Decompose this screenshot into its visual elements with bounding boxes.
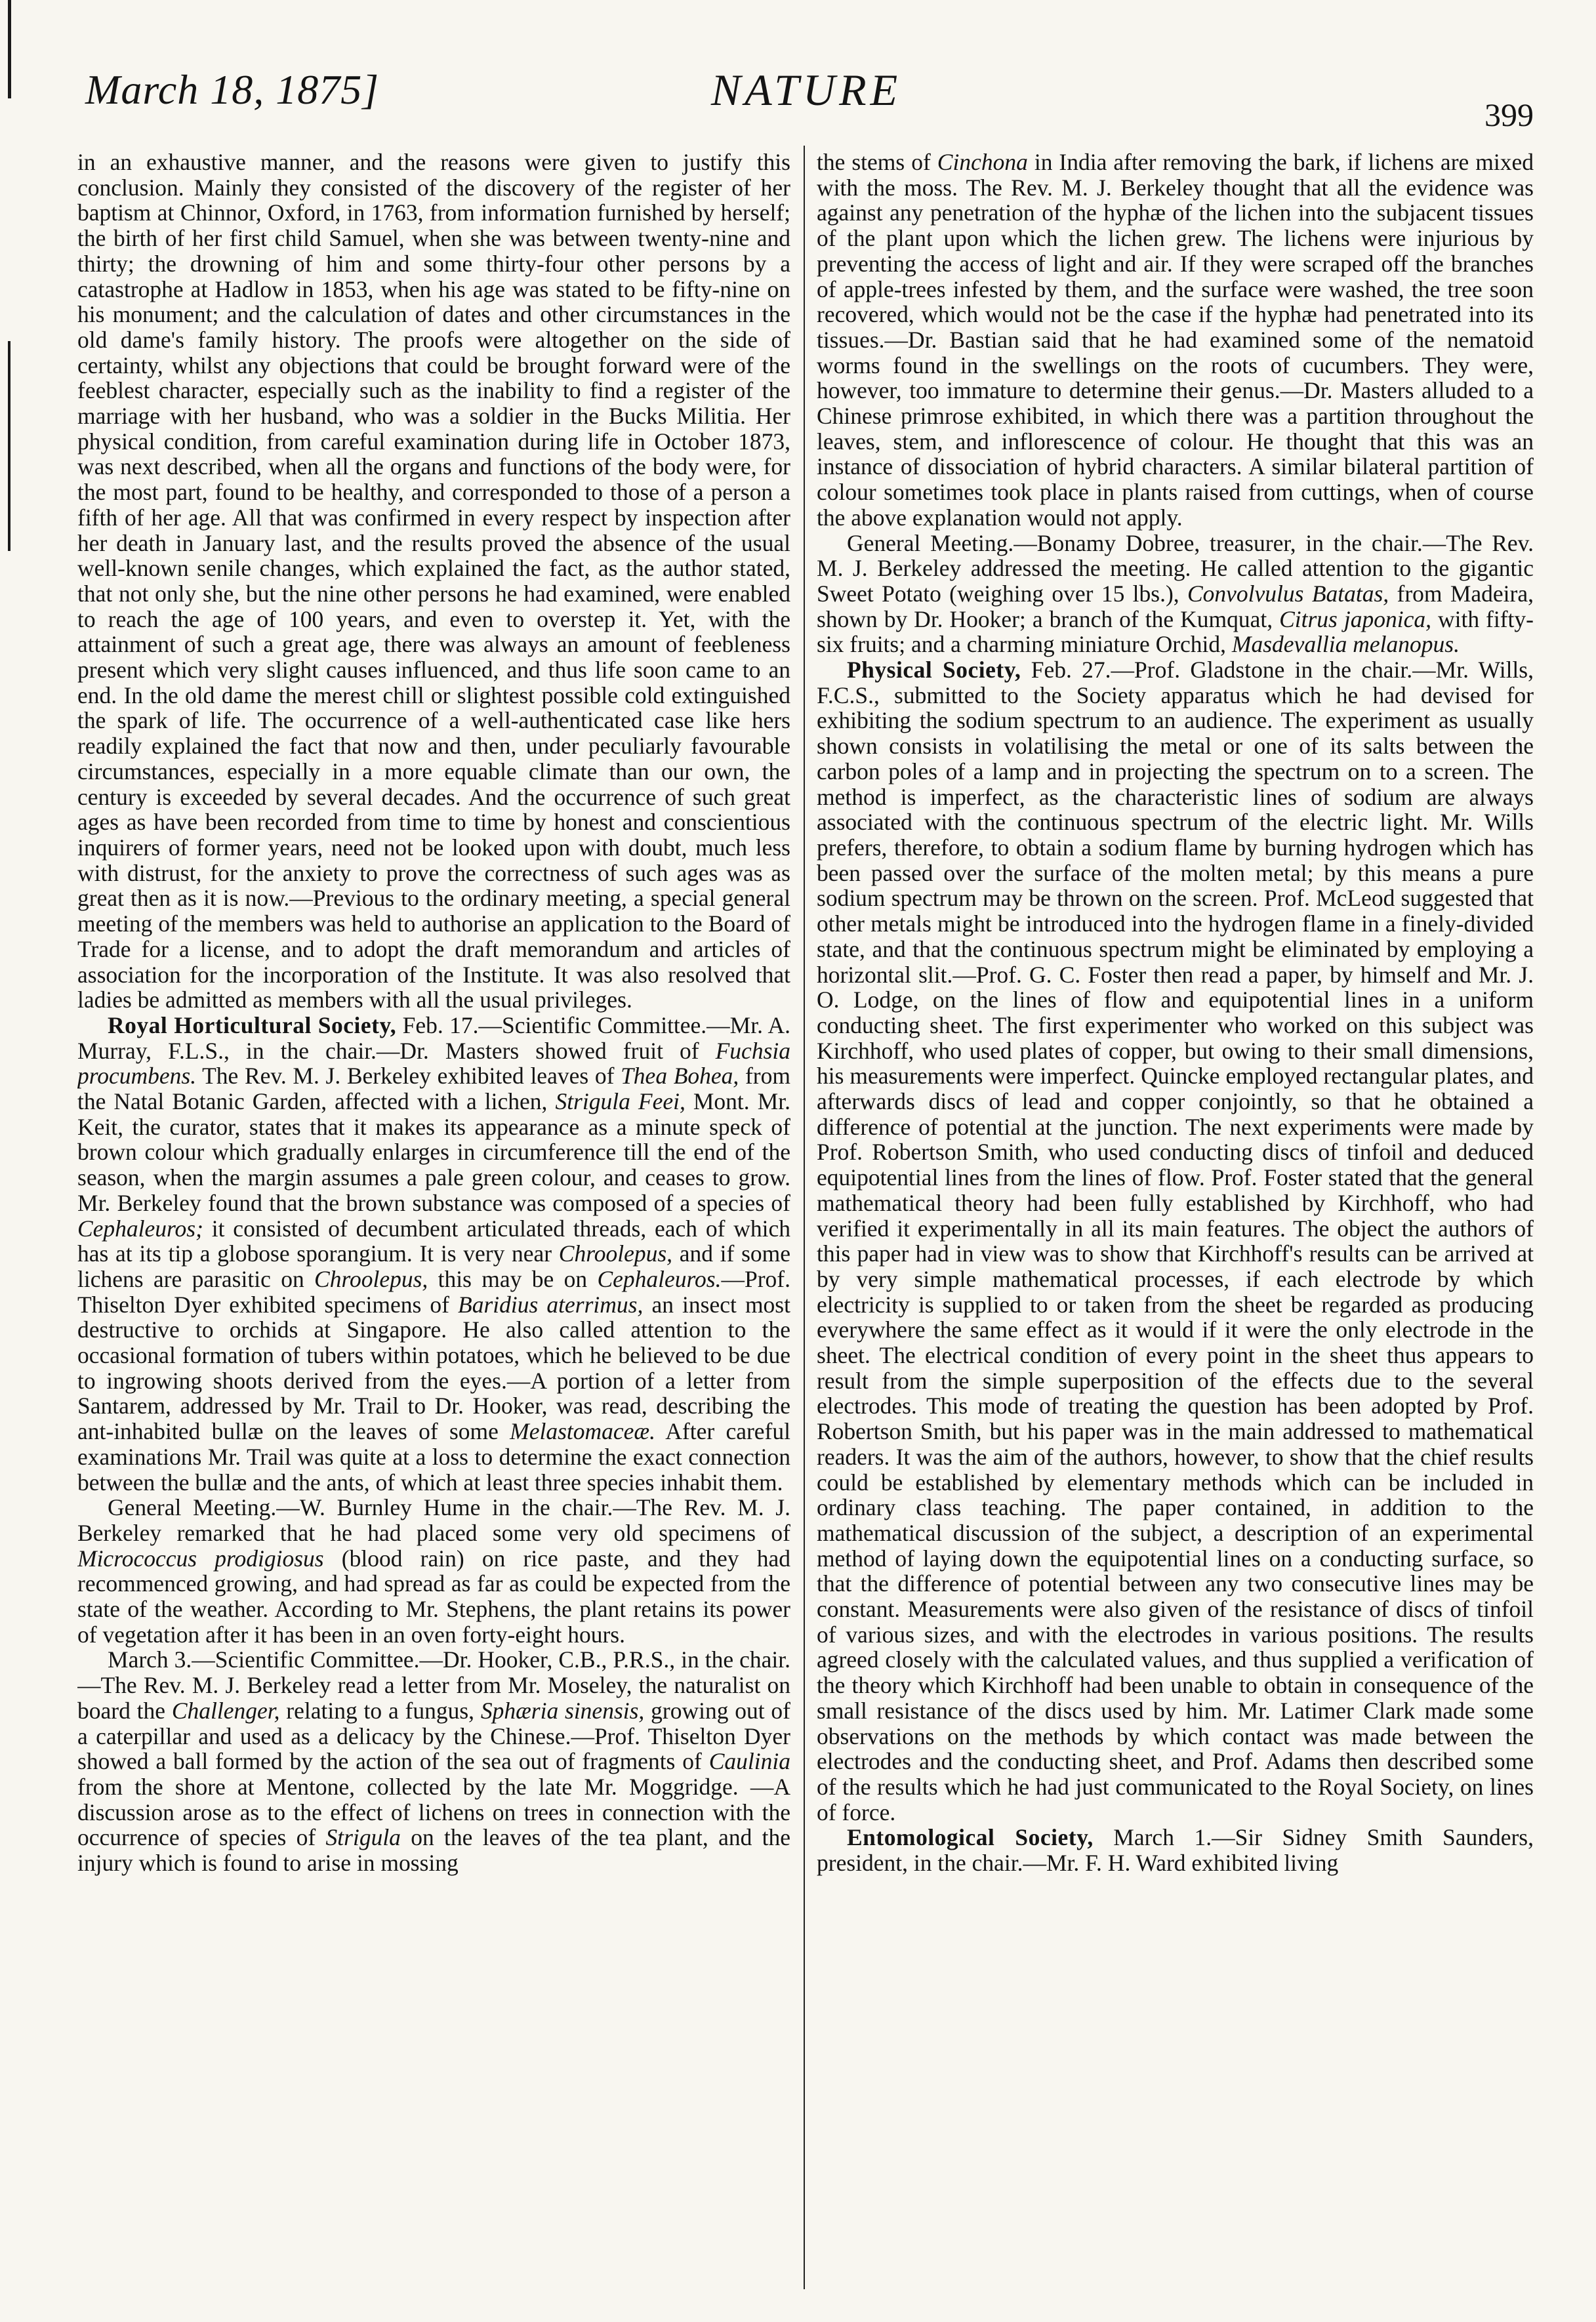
- society-name-entomological: Entomological Society,: [847, 1824, 1094, 1851]
- left-column: [77, 150, 790, 2283]
- paragraph-royal-horticultural: Royal Horticultural Society, Feb. 17.—Scientific Committee.—Mr. A. Murray, F.L.S., in the chair.—Dr. Masters showed fruit of Fuchsia procumbens. The Rev. M. J. Berkeley exhibited leaves of Thea Bohea, from the Natal Botanic Garden, affected with a lichen, Strigula Feei, Mont. Mr. Keit, the curator, states that it makes its appearance as a minute speck of brown colour which gradually enlarges in circumference till the end of the season, when the margin assumes a pale green colour, and ceases to grow. Mr. Berkeley found that the brown substance was composed of a species of Cephaleuros; it consisted of decumbent articulated threads, each of which has at its tip a globose sporangium. It is very near Chroolepus, and if some lichens are parasitic on Chroolepus, this may be on Cephaleuros.—Prof. Thiselton Dyer exhibited specimens of Baridius aterrimus, an insect most destructive to orchids at Singapore. He also called attention to the occasional formation of tubers within potatoes, which he believed to be due to ingrowing shoots derived from the eyes.—A portion of a letter from Santarem, addressed by Mr. Trail to Dr. Hooker, was read, describing the ant-inhabited bullæ on the leaves of some Melastomaceæ. After careful examinations Mr. Trail was quite at a loss to determine the exact connection between the bullæ and the ants, of which at least three species inhabit them.: [77, 1011, 790, 1496]
- right-column: [817, 150, 1534, 2283]
- paragraph-lichens-continued: the stems of Cinchona in India after removing the bark, if lichens are mixed with the moss. The Rev. M. J. Berkeley thought that all the evidence was against any penetration of the hyphæ of the lichen into the subjacent tissues of the plant upon which the lichen grew. The lichens were injurious by preventing the access of light and air. If they were scraped off the branches of apple-trees infested by them, and the surface were washed, the tree soon recovered, which would not be the case if the hyphæ had penetrated into its tissues.—Dr. Bastian said that he had examined some of the nematoid worms found in the swellings on the roots of cucumbers. They were, however, too immature to determine their genus.—Dr. Masters alluded to a Chinese primrose exhibited, in which there was a partition throughout the leaves, stem, and inflorescence of colour. He thought that this was an instance of dissociation of hybrid characters. A similar bilateral partition of colour sometimes took place in plants raised from cuttings, when of course the above explanation would not apply.: [817, 150, 1534, 531]
- journal-title: NATURE: [710, 65, 902, 115]
- issue-date: March 18, 1875]: [85, 66, 380, 113]
- margin-rule-top: [8, 0, 11, 98]
- society-name-royal-horticultural: Royal Horticultural Society,: [108, 1011, 397, 1038]
- page-header: [79, 39, 1534, 133]
- paragraph-march-3-committee: March 3.—Scientific Committee.—Dr. Hooker, C.B., P.R.S., in the chair.—The Rev. M. J. Berkeley read a letter from Mr. Moseley, the naturalist on board the Challenger, relating to a fungus, Sphæria sinensis, growing out of a caterpillar and used as a delicacy by the Chinese.—Prof. Thiselton Dyer showed a ball formed by the action of the sea out of fragments of Caulinia from the shore at Mentone, collected by the late Mr. Moggridge. —A discussion arose as to the effect of lichens on trees in connection with the occurrence of species of Strigula on the leaves of the tea plant, and the injury which is found to arise in mossing: [77, 1646, 790, 1877]
- paragraph-general-meeting-hume: General Meeting.—W. Burnley Hume in the chair.—The Rev. M. J. Berkeley remarked that he had placed some very old specimens of Micrococcus prodigiosus (blood rain) on rice paste, and they had recommenced growing, and had spread as far as could be expected from the state of the weather. According to Mr. Stephens, the plant retains its power of vegetation after it has been in an oven forty-eight hours.: [77, 1494, 790, 1648]
- margin-rule-middle: [8, 341, 10, 551]
- paragraph-entomological-society: Entomological Society, March 1.—Sir Sidney Smith Saunders, president, in the chair.—Mr. F. H. Ward exhibited living: [817, 1824, 1534, 1877]
- society-name-physical: Physical Society,: [847, 657, 1021, 683]
- paragraph-general-meeting-dobree: General Meeting.—Bonamy Dobree, treasurer, in the chair.—The Rev. M. J. Berkeley addressed the meeting. He called attention to the gigantic Sweet Potato (weighing over 15 lbs.), Convolvulus Batatas, from Madeira, shown by Dr. Hooker; a branch of the Kumquat, Citrus japonica, with fifty-six fruits; and a charming miniature Orchid, Masdevallia melanopus.: [817, 529, 1534, 658]
- paragraph-centenarian: in an exhaustive manner, and the reasons were given to justify this conclusion. Mainly they consisted of the discovery of the register of her baptism at Chinnor, Oxford, in 1763, from information furnished by herself; the birth of her first child Samuel, when she was between twenty-nine and thirty; the drowning of him and some thirty-four other persons by a catastrophe at Hadlow in 1853, when his age was stated to be fifty-nine on his monument; and the calculation of dates and other circumstances in the old dame's family history. The proofs were altogether on the side of certainty, whilst any objections that could be brought forward were of the feeblest character, especially such as the inability to find a register of the marriage with her husband, who was a soldier in the Bucks Militia. Her physical condition, from careful examination during life in October 1873, was next described, when all the organs and functions of the body were, for the most part, found to be healthy, and corresponded to those of a person a fifth of her age. All that was confirmed in every respect by inspection after her death in January last, and the results proved the absence of the usual well-known senile changes, which explained the fact, as the author stated, that not only she, but the nine other persons he had examined, were enabled to reach the age of 100 years, and even to overstep it. Yet, with the attainment of such a great age, there was always an amount of feebleness present which very slight causes influenced, and thus life soon came to an end. In the old dame the merest chill or slightest possible cold extinguished the spark of life. The occurrence of a well-authenticated case like hers readily explained the fact that now and then, under peculiarly favourable circumstances, especially in a more equable climate than our own, the century is exceeded by several decades. And the occurrence of such great ages as have been recorded from time to time by honest and conscientious inquirers of former years, need not be looked upon with doubt, much less with distrust, for the anxiety to prove the correctness of such ages was as great then as it is now.—Previous to the ordinary meeting, a special general meeting of the members was held to authorise an application to the Board of Trade for a license, and to adopt the draft memorandum and articles of association for the incorporation of the Institute. It was also resolved that ladies be admitted as members with all the usual privileges.: [77, 150, 790, 1013]
- page-number: 399: [1484, 96, 1534, 133]
- paragraph-physical-society: Physical Society, Feb. 27.—Prof. Gladstone in the chair.—Mr. Wills, F.C.S., submitted to the Society apparatus which he had devised for exhibiting the sodium spectrum to an audience. The experiment as usually shown consists in volatilising the metal or one of its salts between the carbon poles of a lamp and in projecting the spectrum on to a screen. The method is imperfect, as the characteristic lines of sodium are always associated with the continuous spectrum of the electric light. Mr. Wills prefers, therefore, to obtain a sodium flame by burning hydrogen which has been passed over the surface of the molten metal; by this means a pure sodium spectrum may be thrown on the screen. Prof. McLeod suggested that other metals might be introduced into the hydrogen flame in a finely-divided state, and that the continuous spectrum might be eliminated by employing a horizontal slit.—Prof. G. C. Foster then read a paper, by himself and Mr. J. O. Lodge, on the lines of flow and equipotential lines in a uniform conducting sheet. The first experimenter who worked on this subject was Kirchhoff, who used plates of copper, but owing to their small dimensions, his measurements were imperfect. Quincke employed rectangular plates, and afterwards discs of lead and copper conjointly, so that he obtained a difference of potential at the junction. The next experiments were made by Prof. Robertson Smith, who used conducting discs of tinfoil and deduced equipotential lines from the lines of flow. Prof. Foster stated that the general mathematical theory had been fully established by Kirchhoff, who had verified it experimentally in all its main features. The object the authors of this paper had in view was to show that Kirchhoff's results can be arrived at by very simple mathematical processes, if each electrode by which electricity is supplied to or taken from the sheet be regarded as producing everywhere the same effect as it would if it were the only electrode in the sheet. The electrical condition of every point in the sheet thus appears to result from the simple superposition of the effects due to the several electrodes. This mode of treating the question has been adopted by Prof. Robertson Smith, but his paper was in the main addressed to mathematical readers. It was the aim of the authors, however, to show that the chief results could be established by elementary methods which can be included in ordinary class teaching. The paper contained, in addition to the mathematical discussion of the subject, a description of an experimental method of laying down the equipotential lines on a conducting surface, so that the difference of potential between any two consecutive lines may be constant. Measurements were also given of the resistance of discs of tinfoil of various sizes, and with the electrodes in various positions. The results agreed closely with the calculated values, and thus supplied a verification of the theory which Kirchhoff had been unable to obtain in consequence of the small resistance of the discs used by him. Mr. Latimer Clark made some observations on the methods by which contact was made between the electrodes and the conducting sheet, and Prof. Adams then described some of the results which he had just communicated to the Royal Society, on lines of force.: [817, 657, 1534, 1825]
- column-divider: [804, 146, 805, 2289]
